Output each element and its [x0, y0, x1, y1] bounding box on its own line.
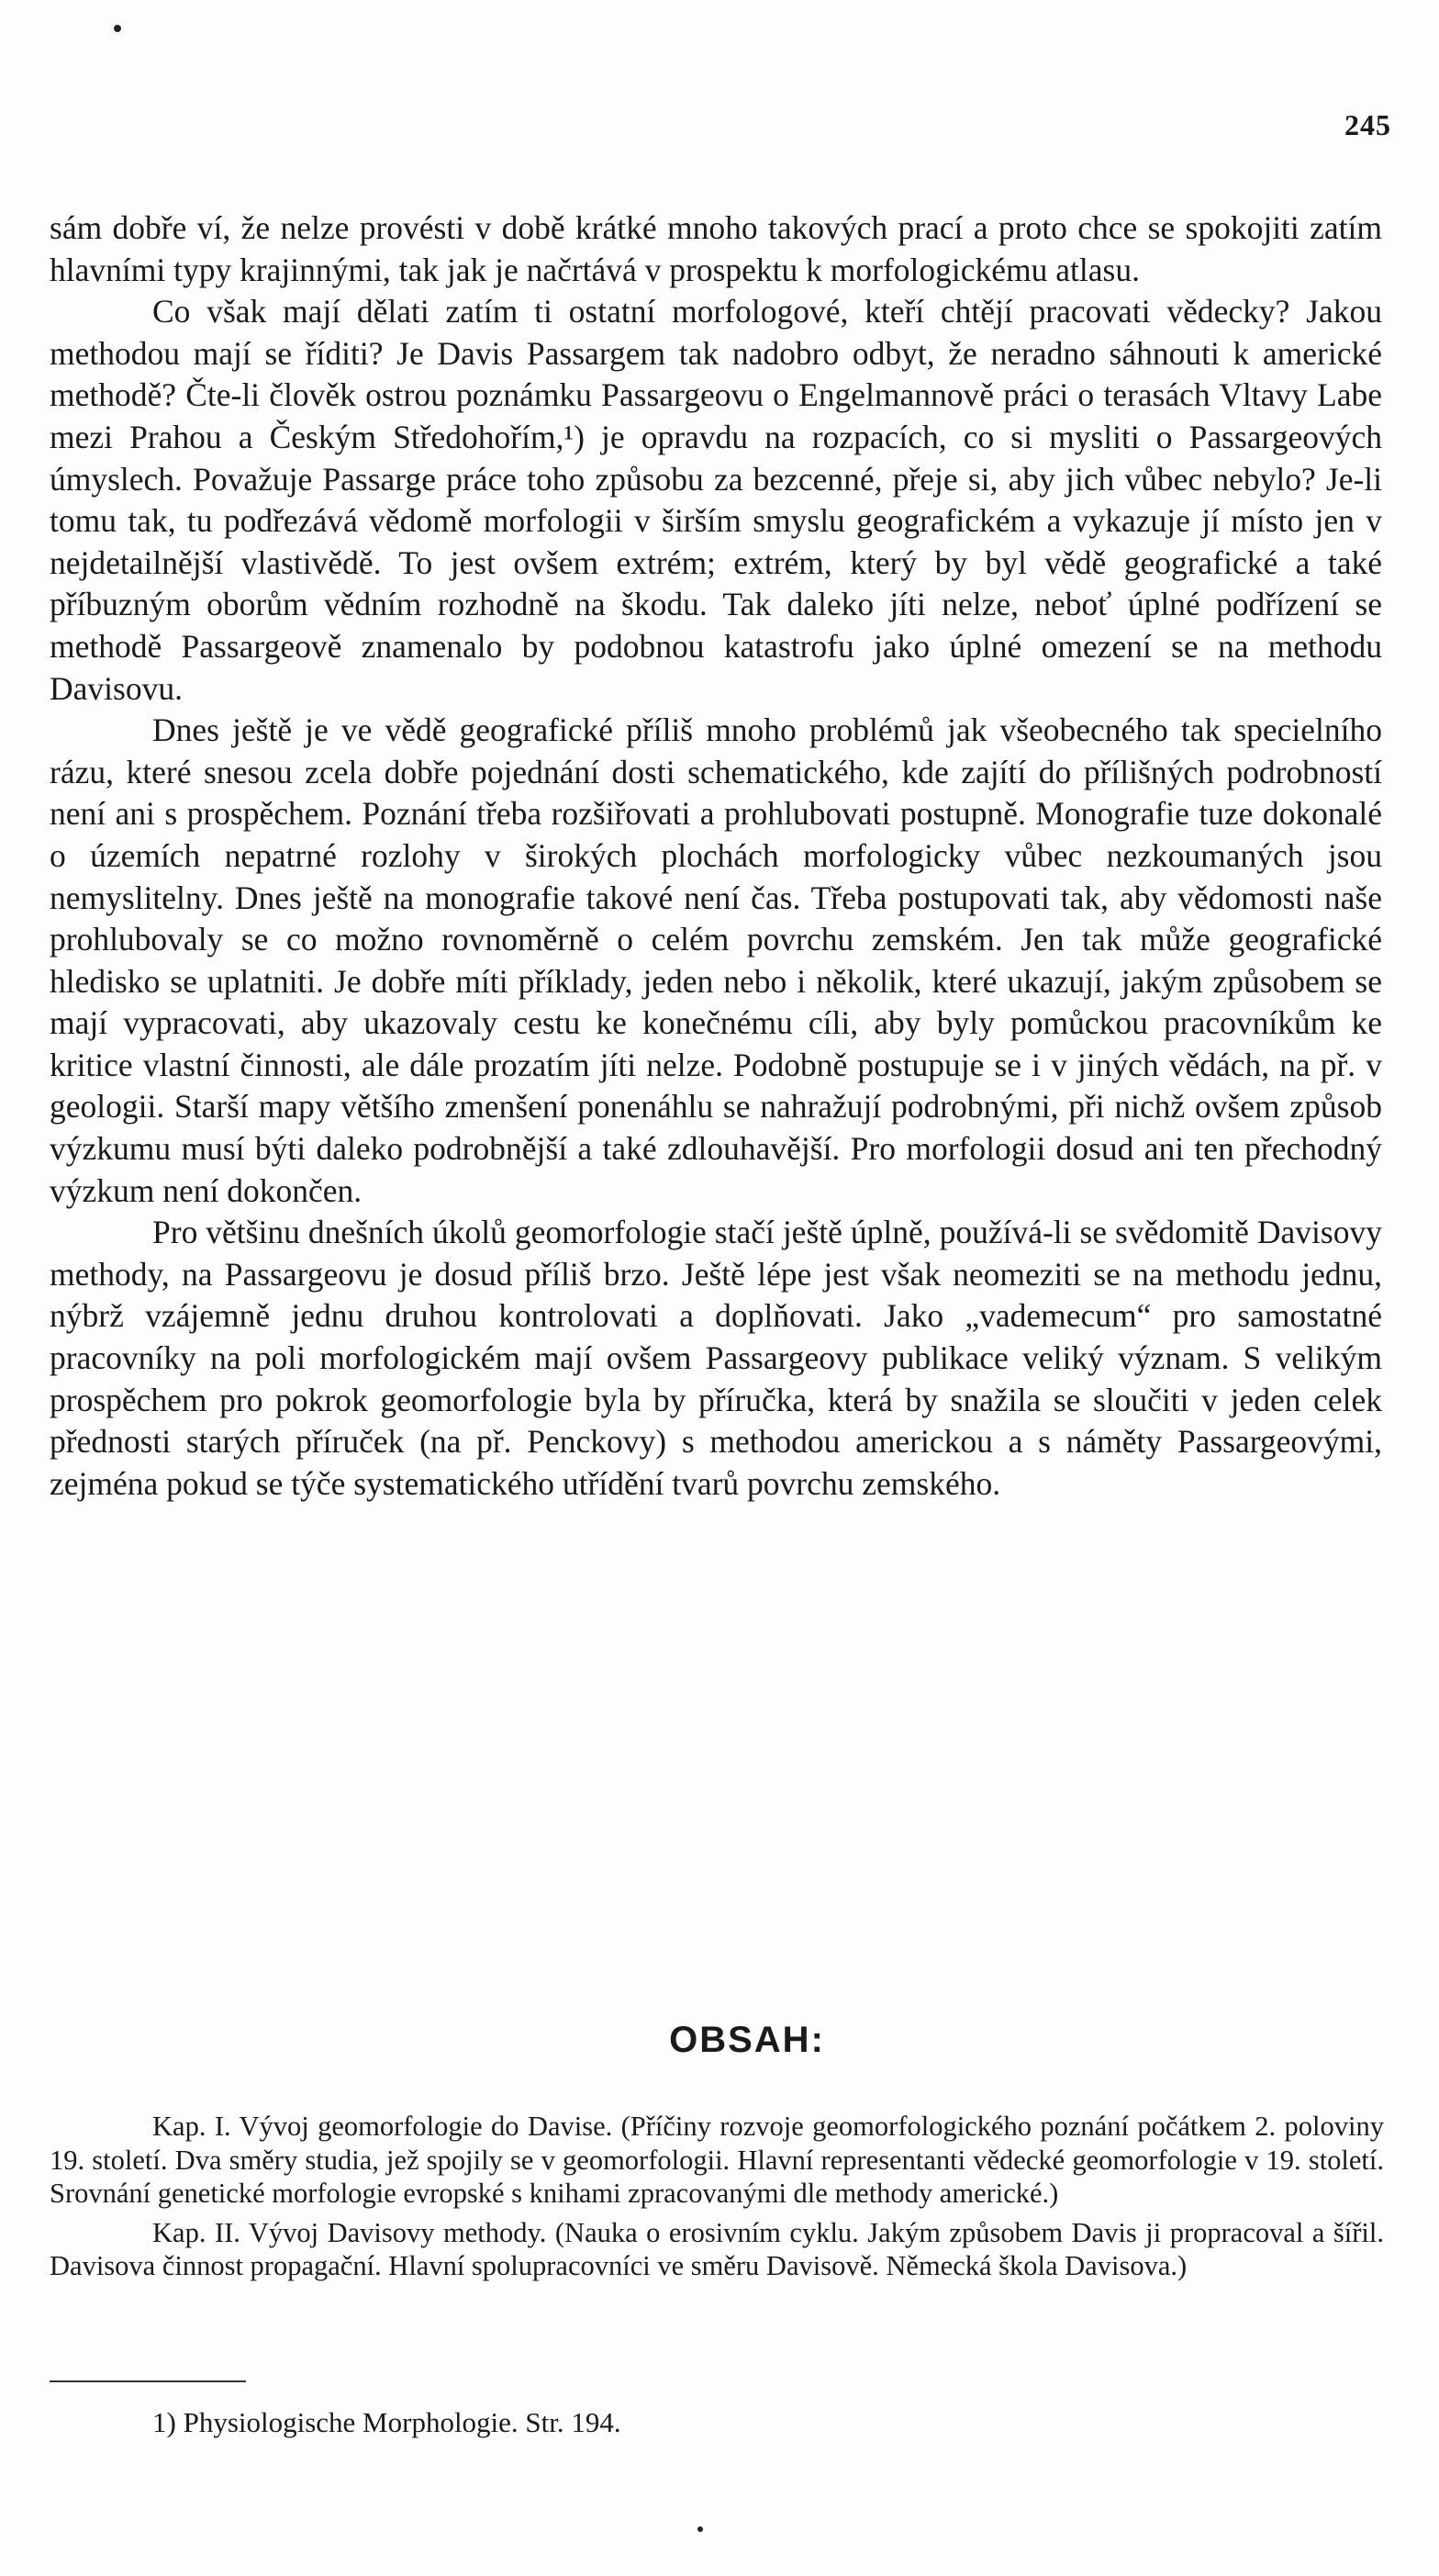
contents-list — [50, 2110, 1384, 2289]
paragraph: Pro většinu dnešních úkolů geomorfologie stačí ještě úplně, používá-li se svědomitě Davisovy methody, na Passargeovu je dosud příliš brzo. Ještě lépe jest však neomeziti se na methodu jednu, nýbrž vzájemně jednu druhou kontrolovati a doplňovati. Jako „vademecum“ pro samostatné pracovníky na poli morfologickém mají ovšem Passargeovy publikace veliký význam. S velikým prospěchem pro pokrok geomorfologie byla by příručka, která by snažila se sloučiti v jeden celek přednosti starých příruček (na př. Penckovy) s methodou americkou a s náměty Passargeovými, zejména pokud se týče systematického utřídění tvarů povrchu zemského. — [50, 1214, 1382, 1502]
paragraph: Dnes ještě je ve vědě geografické příliš mnoho problémů jak všeobecného tak specielního rázu, které snesou zcela dobře pojednání dosti schematického, kde zajítí do přílišných podrobností není ani s prospěchem. Poznání třeba rozšiřovati a prohlubovati postupně. Monografie tuze dokonalé o územích nepatrné rozlohy v širokých plochách morfologicky vůbec nezkoumaných jsou nemyslitelny. Dnes ještě na monografie takové není čas. Třeba postupovati tak, aby vědomosti naše prohlubovaly se co možno rovnoměrně o celém povrchu zemském. Jen tak může geografické hledisko se uplatniti. Je dobře míti příklady, jeden nebo i několik, které ukazují, jakým způsobem se mají vypracovati, aby ukazovaly cestu ke konečnému cíli, aby byly pomůckou pracovníkům ke kritice vlastní činnosti, ale dále prozatím jíti nelze. Podobně postupuje se i v jiných vědách, na př. v geologii. Starší mapy většího zmenšení ponenáhlu se nahražují podrobnými, při nichž ovšem způsob výzkumu musí býti daleko podrobnější a také zdlouhavější. Pro morfologii dosud ani ten přechodný výzkum není dokončen. — [50, 711, 1382, 1209]
speck-mark — [114, 25, 121, 32]
contents-entry: Kap. II. Vývoj Davisovy methody. (Nauka o erosivním cyklu. Jakým způsobem Davis ji propracoval a šířil. Davisova činnost propagační. Hlavní spolupracovníci ve směru Davisově. Německá škola Davisova.) — [50, 2216, 1384, 2281]
footnote-marker: 1) — [152, 2406, 176, 2438]
footnote-rule — [50, 2380, 246, 2382]
speck-mark — [697, 2526, 703, 2532]
page-number: 245 — [1344, 108, 1391, 141]
footnote-text: Physiologische Morphologie. Str. 194. — [183, 2406, 621, 2438]
contents-entry: Kap. I. Vývoj geomorfologie do Davise. (Příčiny rozvoje geomorfologického poznání počátkem 2. poloviny 19. století. Dva směry studia, jež spojily se v geomorfologii. Hlavní representanti vědecké geomorfologie v 19. století. Srovnání genetické morfologie evropské s knihami zpracovanými dle methody americké.) — [50, 2111, 1384, 2209]
body-text — [50, 207, 1382, 1505]
paragraph: sám dobře ví, že nelze provésti v době krátké mnoho takových prací a proto chce se spokojiti zatím hlavními typy krajinnými, tak jak je načrtává v prospektu k morfologickému atlasu. — [50, 209, 1382, 288]
footnote — [152, 2405, 621, 2440]
paragraph: Co však mají dělati zatím ti ostatní morfologové, kteří chtějí pracovati vědecky? Jakou methodou mají se říditi? Je Davis Passargem tak nadobro odbyt, že neradno sáhnouti k americké methodě? Čte-li člověk ostrou poznámku Passargeovu o Engelmannově práci o terasách Vltavy Labe mezi Prahou a Českým Středohořím,¹) je opravdu na rozpacích, co si mysliti o Passargeových úmyslech. Považuje Passarge práce toho způsobu za bezcenné, přeje si, aby jich vůbec nebylo? Je-li tomu tak, tu podřezává vědomě morfologii v širším smyslu geografickém a vykazuje jí místo jen v nejdetailnější vlastivědě. To jest ovšem extrém; extrém, který by byl vědě geografické a také příbuzným oborům vědním rozhodně na škodu. Tak daleko jíti nelze, neboť úplné podřízení se methodě Passargeově znamenalo by podobnou katastrofu jako úplné omezení se na methodu Davisovu. — [50, 293, 1382, 707]
contents-heading: OBSAH: — [669, 2020, 825, 2060]
